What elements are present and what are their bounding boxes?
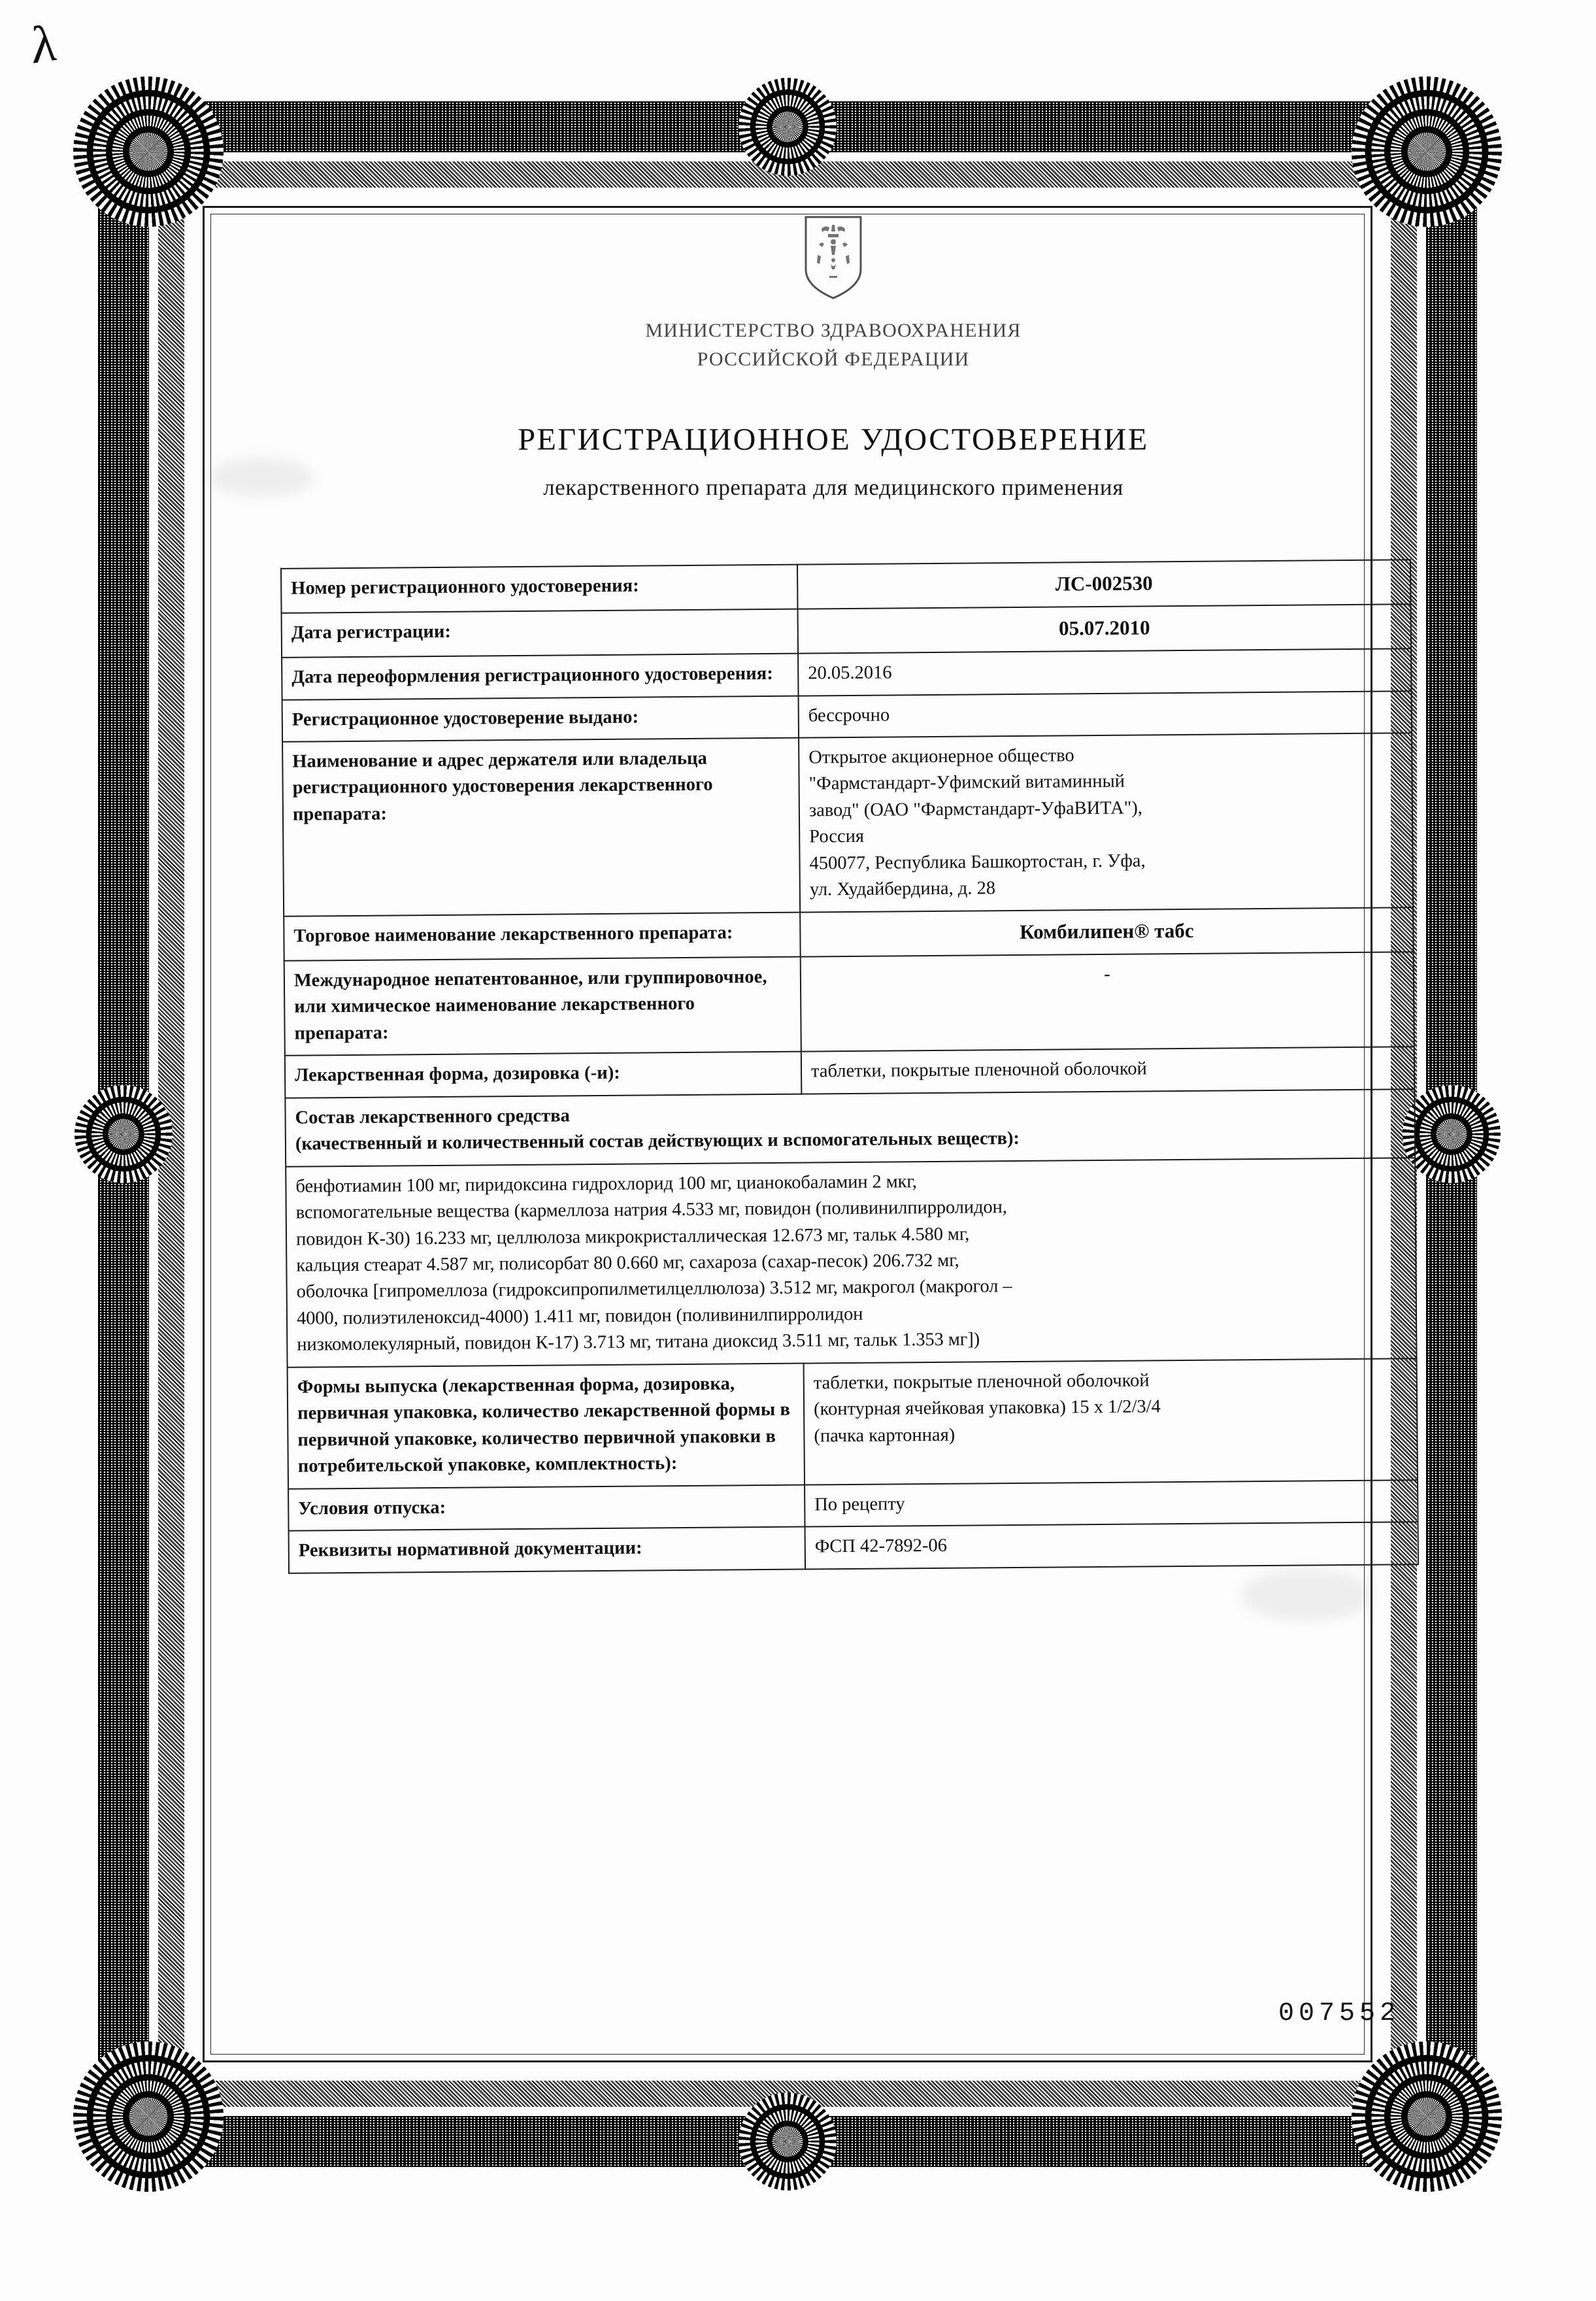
packaging-line: таблетки, покрытые пленочной оболочкой bbox=[813, 1370, 1150, 1394]
holder-value bbox=[799, 733, 1413, 912]
reissue-date-label: Дата переоформления регистрационного удостоверения: bbox=[282, 654, 798, 700]
composition-header bbox=[285, 1089, 1415, 1167]
reissue-date-value: 20.05.2016 bbox=[798, 648, 1411, 696]
side-rosette-left bbox=[75, 1085, 173, 1183]
dispensing-value: По рецепту bbox=[805, 1480, 1418, 1527]
composition-line: повидон К-30) 16.233 мг, целлюлоза микрокристаллическая 12.673 мг, тальк 4.580 мг, bbox=[295, 1224, 970, 1250]
composition-body bbox=[286, 1158, 1416, 1368]
document-title: РЕГИСТРАЦИОННОЕ УДОСТОВЕРЕНИЕ bbox=[518, 422, 1149, 457]
composition-line: низкомолекулярный, повидон К-17) 3.713 мг, титана диоксид 3.511 мг, тальк 1.353 мг]) bbox=[297, 1329, 980, 1356]
table-row-documentation bbox=[289, 1522, 1418, 1573]
serial-number: 007552 bbox=[1278, 1999, 1400, 2028]
packaging-line: (пачка картонная) bbox=[814, 1424, 956, 1447]
reg-date-value: 05.07.2010 bbox=[798, 604, 1412, 653]
holder-line: ул. Худайбердина, д. 28 bbox=[809, 878, 996, 900]
composition-line: бенфотиамин 100 мг, пиридоксина гидрохлорид 100 мг, цианокобаламин 2 мкг, bbox=[295, 1171, 917, 1197]
document-content bbox=[258, 216, 1408, 1570]
table-row-holder bbox=[282, 733, 1413, 916]
corner-rosette-top-left bbox=[73, 76, 224, 227]
inn-value: - bbox=[801, 952, 1414, 1052]
ministry-line-2: РОССИЙСКОЙ ФЕДЕРАЦИИ bbox=[697, 348, 970, 370]
validity-label: Регистрационное удостоверение выдано: bbox=[282, 696, 799, 742]
validity-value: бессрочно bbox=[799, 691, 1412, 738]
packaging-label: Формы выпуска (лекарственная форма, дозировка, первичная упаковка, количество лекарственной формы в первичной упаковке, количество первичной упаковки в потребительской упаковке, комплектность): bbox=[288, 1363, 805, 1488]
trade-name-label: Торговое наименование лекарственного препарата: bbox=[284, 912, 801, 960]
composition-line: 4000, полиэтиленоксид-4000) 1.411 мг, повидон (поливинилпирролидон bbox=[296, 1303, 863, 1329]
handwritten-mark: λ bbox=[30, 14, 58, 75]
composition-line: вспомогательные вещества (кармеллоза натрия 4.533 мг, повидон (поливинилпирролидон, bbox=[295, 1197, 1007, 1223]
side-rosette-top bbox=[739, 78, 837, 176]
table-row-composition-header bbox=[285, 1089, 1415, 1167]
ministry-line-1: МИНИСТЕРСТВО ЗДРАВООХРАНЕНИЯ bbox=[645, 320, 1022, 341]
corner-rosette-bottom-right bbox=[1352, 2041, 1502, 2192]
side-rosette-right bbox=[1403, 1085, 1501, 1183]
holder-label: Наименование и адрес держателя или владельца регистрационного удостоверения лекарственного препарата: bbox=[282, 738, 800, 916]
holder-line: Россия bbox=[809, 826, 865, 847]
holder-line: завод" (ОАО "Фармстандарт-УфаВИТА"), bbox=[808, 798, 1143, 821]
packaging-value bbox=[804, 1358, 1418, 1485]
corner-rosette-top-right bbox=[1352, 76, 1502, 227]
composition-line: оболочка [гипромеллоза (гидроксипропилметилцеллюлоза) 3.512 мг, макрогол (макрогол – bbox=[296, 1276, 1012, 1303]
composition-line: кальция стеарат 4.587 мг, полисорбат 80 0.660 мг, сахароза (сахар-песок) 206.732 мг, bbox=[296, 1250, 959, 1276]
holder-line: Открытое акционерное общество bbox=[808, 745, 1074, 768]
reg-number-value: ЛС-002530 bbox=[797, 560, 1411, 609]
side-rosette-bottom bbox=[739, 2092, 837, 2191]
documentation-value: ФСП 42-7892-06 bbox=[805, 1522, 1418, 1569]
holder-line: 450077, Республика Башкортостан, г. Уфа, bbox=[809, 850, 1146, 874]
dosage-form-value: таблетки, покрытые пленочной оболочкой bbox=[801, 1047, 1414, 1094]
document-subtitle: лекарственного препарата для медицинского применения bbox=[543, 475, 1123, 500]
russian-coat-of-arms-icon bbox=[802, 216, 865, 299]
table-row-inn bbox=[284, 952, 1414, 1056]
corner-rosette-bottom-left bbox=[73, 2041, 224, 2192]
holder-line: "Фармстандарт-Уфимский витаминный bbox=[808, 771, 1125, 794]
packaging-line: (контурная ячейковая упаковка) 15 x 1/2/3/4 bbox=[813, 1396, 1161, 1420]
inn-label: Международное непатентованное, или группировочное, или химическое наименование лекарственного препарата: bbox=[284, 956, 801, 1056]
certificate-table bbox=[280, 559, 1419, 1573]
composition-header-line-2: (качественный и количественный состав действующих и вспомогательных веществ): bbox=[295, 1128, 1020, 1154]
trade-name-value: Комбилипен® табс bbox=[800, 907, 1414, 956]
reg-number-label: Номер регистрационного удостоверения: bbox=[281, 565, 798, 613]
table-row-composition-body bbox=[286, 1158, 1416, 1368]
table-row-packaging bbox=[288, 1358, 1418, 1488]
dispensing-label: Условия отпуска: bbox=[288, 1485, 805, 1531]
reg-date-label: Дата регистрации: bbox=[282, 609, 799, 658]
ministry-heading bbox=[258, 316, 1408, 373]
composition-header-line-1: Состав лекарственного средства bbox=[295, 1105, 570, 1128]
documentation-label: Реквизиты нормативной документации: bbox=[289, 1527, 805, 1573]
dosage-form-label: Лекарственная форма, дозировка (-и): bbox=[285, 1052, 801, 1098]
